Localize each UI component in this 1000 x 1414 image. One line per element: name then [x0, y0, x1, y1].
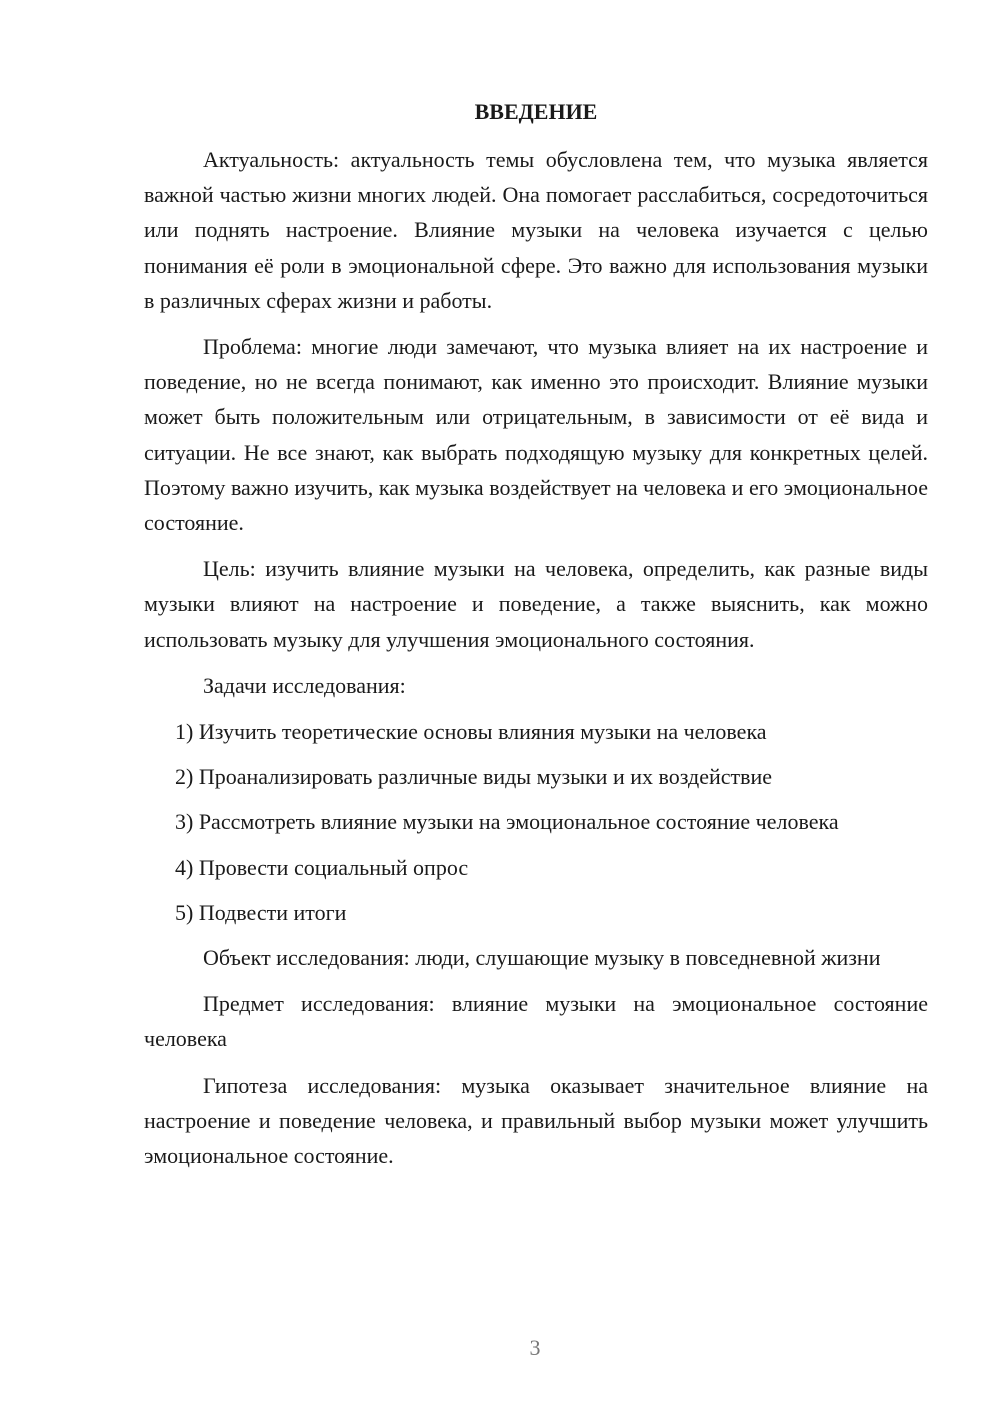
list-item: 4) Провести социальный опрос [175, 854, 469, 880]
document-body [144, 142, 928, 1184]
tasks-heading: Задачи исследования: [203, 672, 406, 698]
list-item: 5) Подвести итоги [175, 899, 347, 925]
hypothesis-paragraph: Гипотеза исследования: музыка оказывает значительное влияние на настроение и поведение человека, и правильный выбор музыки может улучшить эмоциональное состояние. [144, 1072, 928, 1169]
object-paragraph: Объект исследования: люди, слушающие музыку в повседневной жизни [203, 945, 881, 971]
tasks-list [144, 714, 928, 930]
goal-paragraph: Цель: изучить влияние музыки на человека, определить, как разные виды музыки влияют на настроение и поведение, а также выяснить, как можно использовать музыку для улучшения эмоционального состояния. [144, 556, 928, 652]
list-item: 1) Изучить теоретические основы влияния музыки на человека [175, 719, 767, 745]
page-title: ВВЕДЕНИЕ [474, 99, 598, 124]
list-item: 3) Рассмотреть влияние музыки на эмоциональное состояние человека [175, 809, 839, 835]
problem-paragraph: Проблема: многие люди замечают, что музыка влияет на их настроение и поведение, но не всегда понимают, как именно это происходит. Влияние музыки может быть положительным или отрицательным, в зависимости от её вида и ситуации. Не все знают, как выбрать подходящую музыку для конкретных целей. Поэтому важно изучить, как музыка воздействует на человека и его эмоциональное состояние. [144, 334, 928, 536]
subject-paragraph: Предмет исследования: влияние музыки на эмоциональное состояние человека [144, 991, 928, 1052]
relevance-paragraph: Актуальность: актуальность темы обусловлена тем, что музыка является важной частью жизни многих людей. Она помогает расслабиться, сосредоточиться или поднять настроение. Влияние музыки на человека изучается с целью понимания её роли в эмоциональной сфере. Это важно для использования музыки в различных сферах жизни и работы. [144, 147, 928, 313]
list-item: 2) Проанализировать различные виды музыки и их воздействие [175, 764, 773, 790]
page-number: 3 [529, 1335, 541, 1360]
